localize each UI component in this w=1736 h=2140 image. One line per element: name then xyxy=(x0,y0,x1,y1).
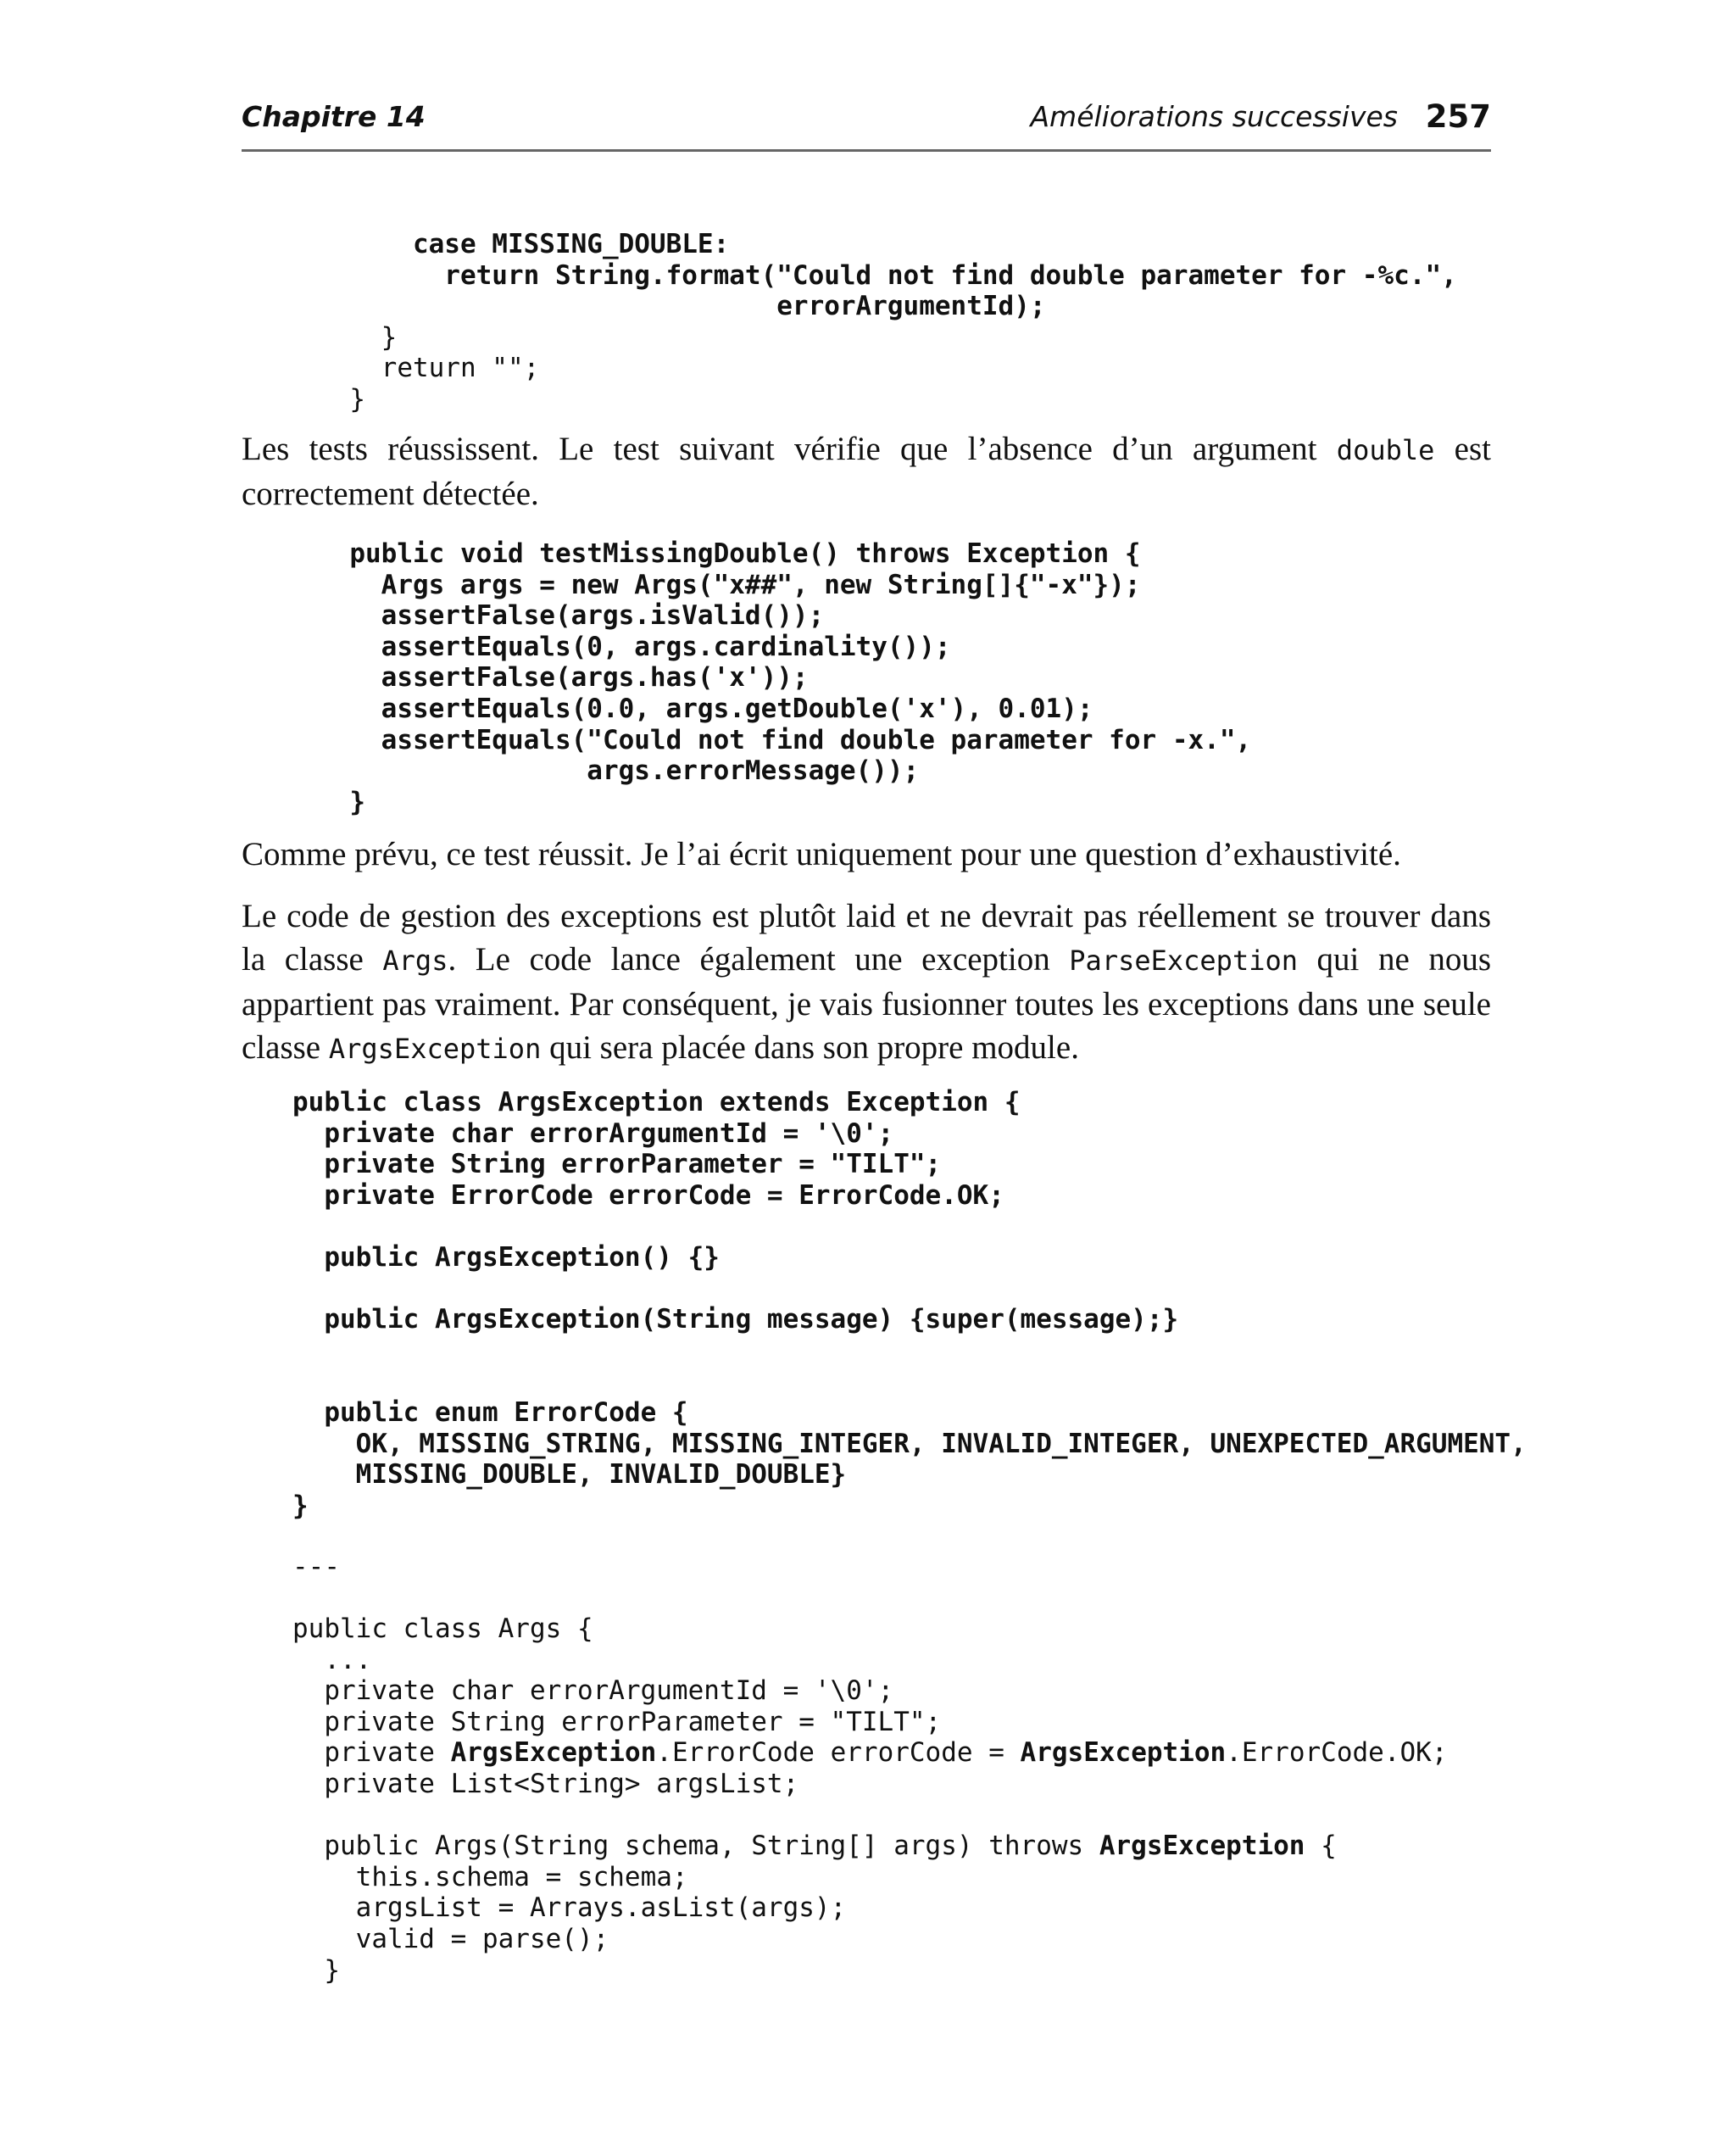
code-separator xyxy=(292,1552,340,1583)
code-line xyxy=(292,1737,1447,1769)
code-line xyxy=(292,1273,1527,1305)
code-line: valid = parse(); xyxy=(292,1923,609,1954)
code-line: args.errorMessage()); xyxy=(318,755,920,787)
paragraph-text: Comme prévu, ce test réussit. Je l’ai écrit uniquement pour une question d’exhaustivité. xyxy=(242,836,1401,872)
code-line: Args args = new Args("x##", new String[]{"-x"}); xyxy=(318,569,1141,600)
code-line: public class ArgsException extends Exception { xyxy=(292,1087,1021,1117)
inline-code: double xyxy=(1336,434,1435,466)
code-line: private String errorParameter = "TILT"; xyxy=(292,1149,942,1180)
code-token: .ErrorCode errorCode = xyxy=(656,1737,1021,1769)
code-line: argsList = Arrays.asList(args); xyxy=(292,1892,847,1924)
code-block-args-class xyxy=(292,1613,1447,1986)
code-block-test-missing-double xyxy=(318,538,1251,817)
code-line: return String.format("Could not find double parameter for -%c.", xyxy=(318,259,1457,291)
paragraph-exception-handling xyxy=(242,894,1491,1071)
code-line: public class Args { xyxy=(292,1613,593,1644)
code-line: public void testMissingDouble() throws Exception { xyxy=(318,538,1141,569)
code-line: assertEquals(0, args.cardinality()); xyxy=(318,631,951,662)
code-line: private ErrorCode errorCode = ErrorCode.OK; xyxy=(292,1179,1004,1211)
paragraph-tests-pass xyxy=(242,427,1491,515)
text-run: qui sera placée dans son propre module. xyxy=(541,1029,1079,1066)
code-line: OK, MISSING_STRING, MISSING_INTEGER, INVALID_INTEGER, UNEXPECTED_ARGUMENT, xyxy=(292,1428,1527,1459)
inline-code: ParseException xyxy=(1069,945,1298,977)
code-line xyxy=(292,1831,1447,1862)
code-line: } xyxy=(292,1490,309,1521)
code-line: } xyxy=(318,383,365,415)
code-line xyxy=(292,1211,1527,1242)
code-line-blank xyxy=(292,1800,1447,1831)
code-line: case MISSING_DOUBLE: xyxy=(318,229,730,259)
paragraph-as-expected xyxy=(242,833,1491,876)
code-token-bold: ArgsException xyxy=(450,1737,657,1769)
code-block-args-exception-class xyxy=(292,1087,1527,1521)
code-line: private char errorArgumentId = '\0'; xyxy=(292,1675,894,1707)
text-run: est correctement détectée. xyxy=(242,431,1491,512)
chapter-label: Chapitre 14 xyxy=(242,100,426,133)
code-line: } xyxy=(318,786,365,817)
code-line: public ArgsException(String message) {super(message);} xyxy=(292,1304,1179,1335)
code-line: } xyxy=(292,1954,340,1986)
text-run: Le code de gestion des exceptions est plutôt laid et ne devrait pas réellement se trouver dans la classe xyxy=(242,898,1491,978)
separator-line: --- xyxy=(292,1552,340,1582)
code-line: public ArgsException() {} xyxy=(292,1241,720,1273)
code-token: public Args(String schema, String[] args) throws xyxy=(292,1831,1099,1862)
text-run: qui ne nous appartient pas vraiment. Par conséquent, je vais fusionner toutes les exceptions dans une seule classe xyxy=(242,941,1491,1066)
code-line: errorArgumentId); xyxy=(318,291,1046,322)
code-line: this.schema = schema; xyxy=(292,1861,688,1892)
code-line xyxy=(292,1335,1527,1367)
code-line: MISSING_DOUBLE, INVALID_DOUBLE} xyxy=(292,1459,847,1491)
code-line: return ""; xyxy=(318,353,540,384)
header-divider xyxy=(242,149,1491,152)
code-line: assertFalse(args.isValid()); xyxy=(318,600,825,632)
running-header xyxy=(242,100,1491,141)
inline-code: Args xyxy=(382,945,448,977)
code-line: assertEquals("Could not find double parameter for -x.", xyxy=(318,724,1252,755)
code-line: private List<String> argsList; xyxy=(292,1768,799,1799)
code-line: assertEquals(0.0, args.getDouble('x'), 0.01); xyxy=(318,693,1093,724)
code-token-bold: ArgsException xyxy=(1020,1737,1227,1769)
code-line: private char errorArgumentId = '\0'; xyxy=(292,1117,894,1149)
section-title: Améliorations successives xyxy=(1030,100,1398,133)
code-line: public enum ErrorCode { xyxy=(292,1396,688,1428)
code-token: .ErrorCode.OK; xyxy=(1226,1737,1448,1769)
code-token-bold: ArgsException xyxy=(1099,1831,1305,1862)
code-line: } xyxy=(318,321,398,353)
code-token: { xyxy=(1305,1831,1337,1862)
inline-code: ArgsException xyxy=(328,1033,542,1065)
text-run: . Le code lance également une exception xyxy=(448,941,1070,978)
code-line xyxy=(292,1366,1527,1397)
code-block-missing-double-case xyxy=(318,229,1457,415)
code-line: private String errorParameter = "TILT"; xyxy=(292,1706,942,1737)
code-token: private xyxy=(292,1737,451,1769)
code-line: assertFalse(args.has('x')); xyxy=(318,662,809,694)
page-number: 257 xyxy=(1425,98,1491,135)
code-line: ... xyxy=(292,1644,372,1675)
text-run: Les tests réussissent. Le test suivant vérifie que l’absence d’un argument xyxy=(242,431,1337,467)
